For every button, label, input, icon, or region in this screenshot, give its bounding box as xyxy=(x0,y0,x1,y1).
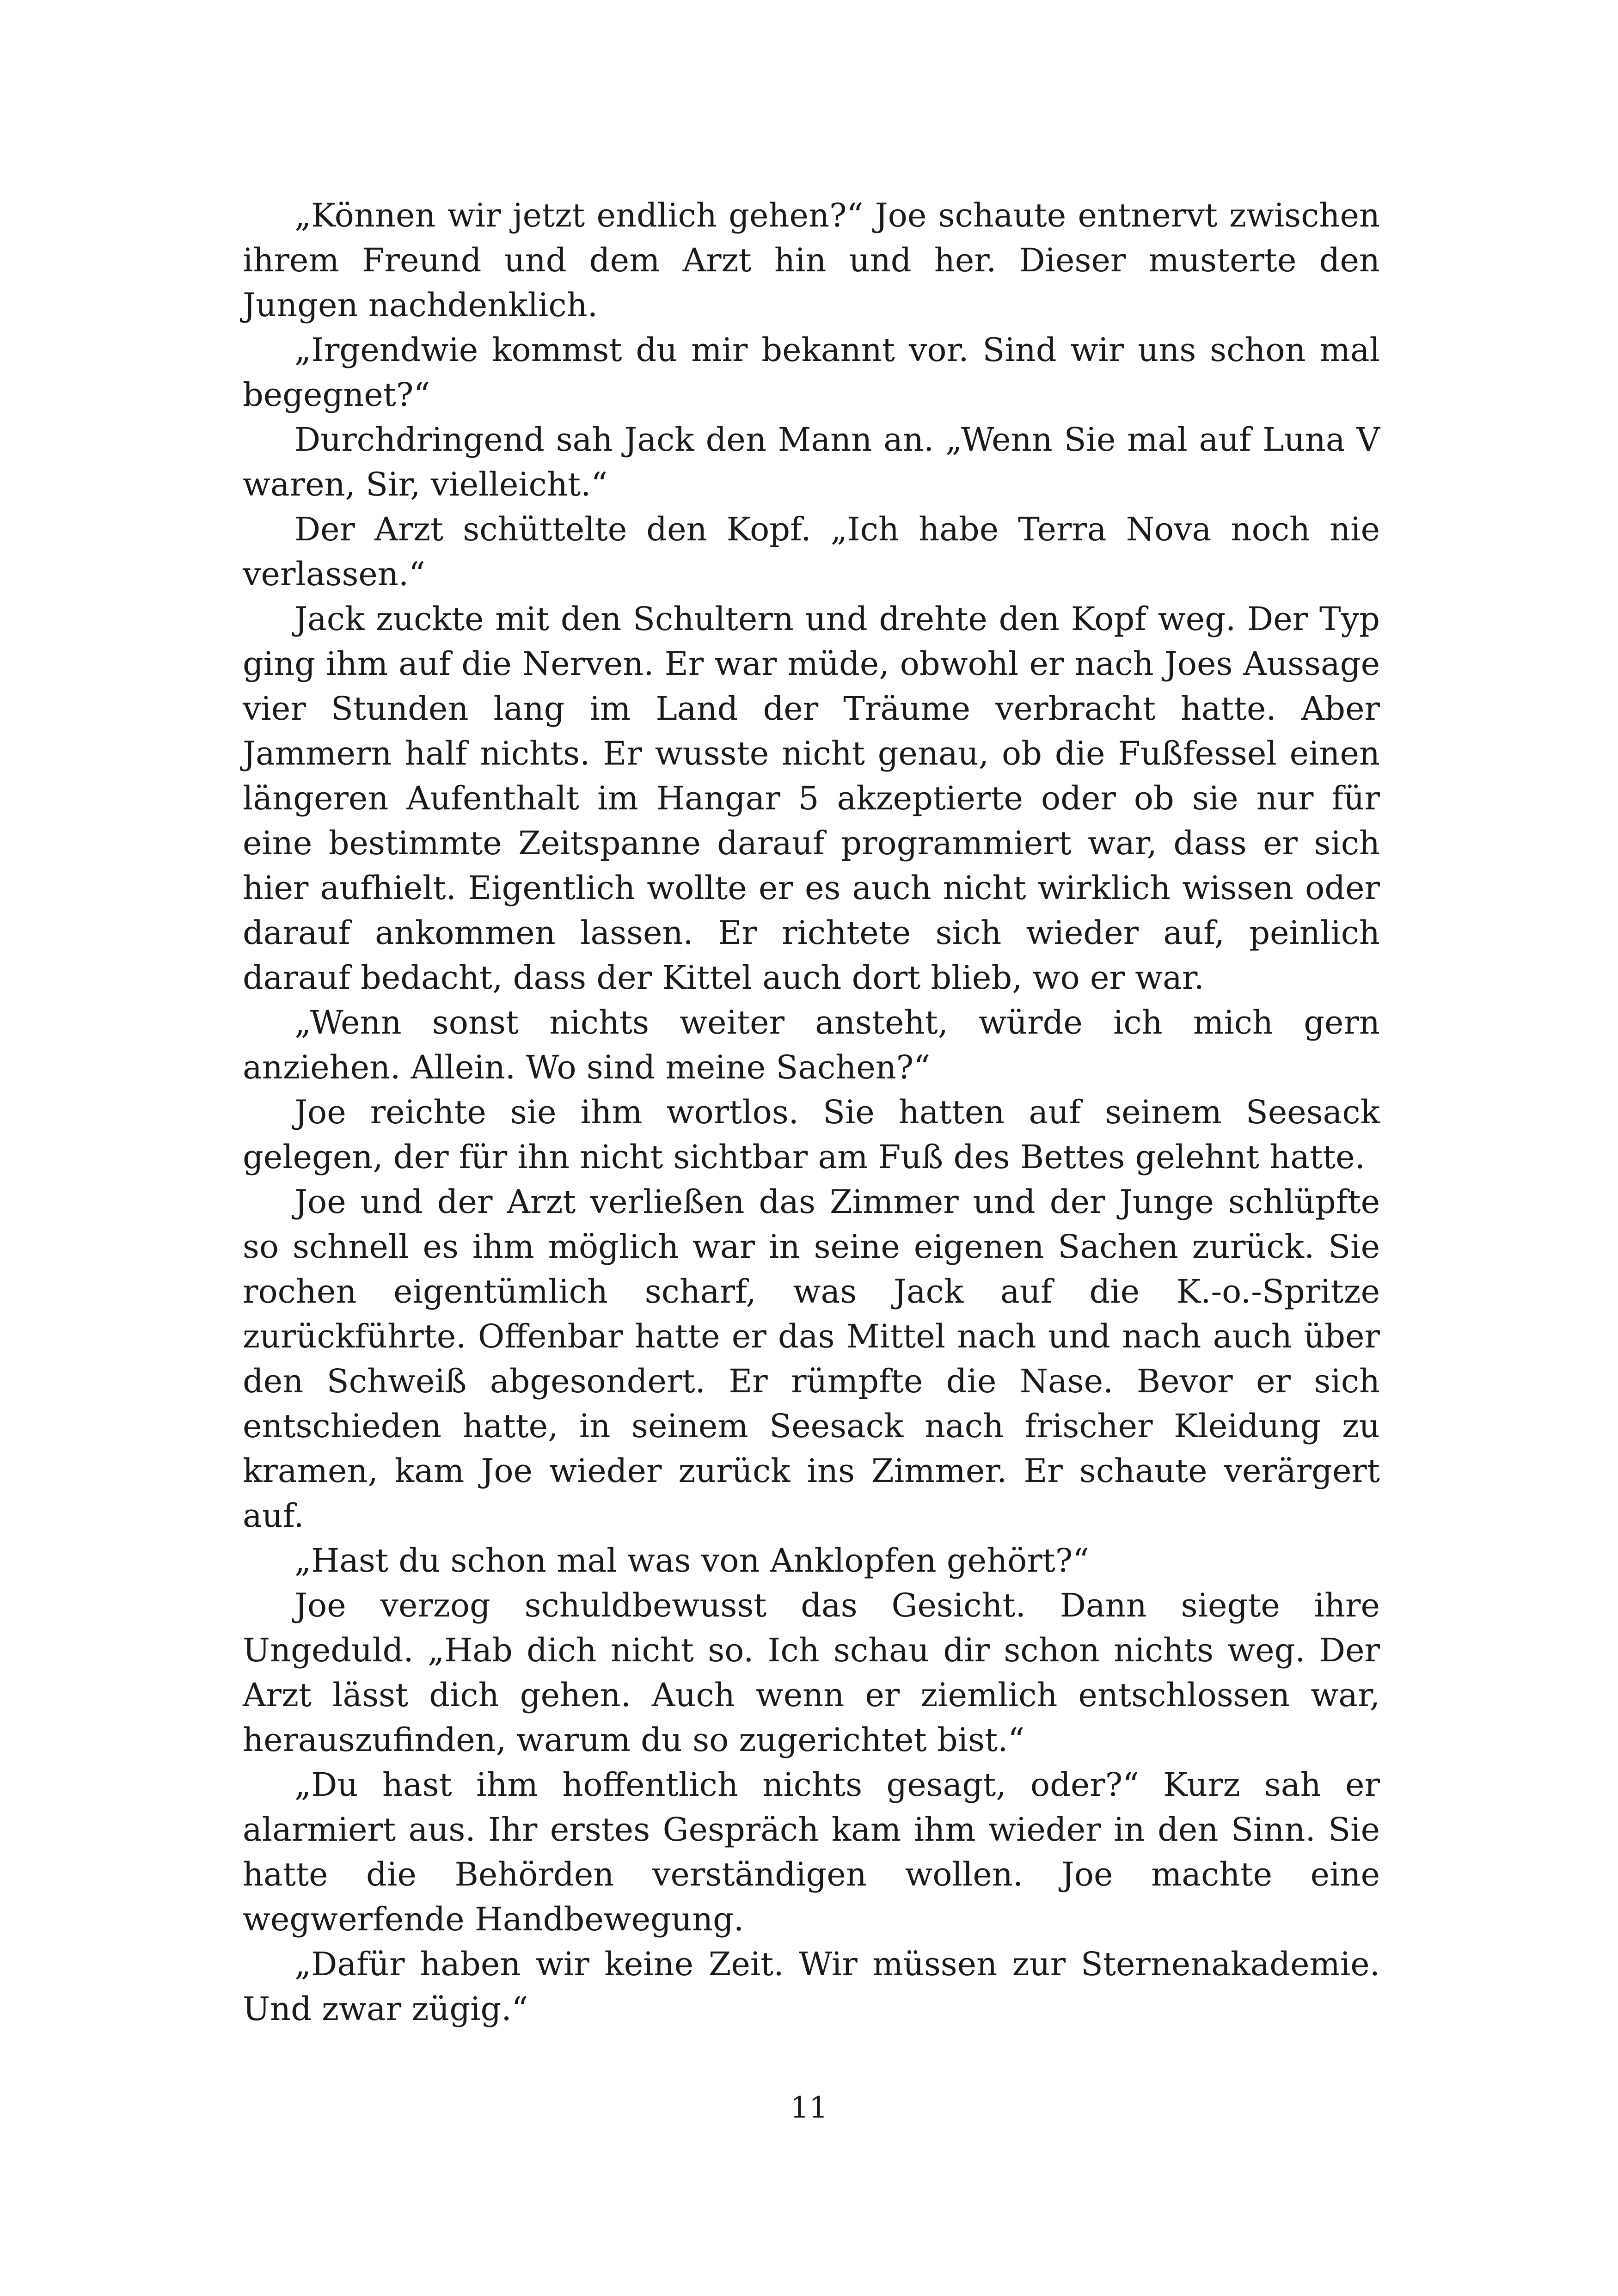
paragraph: „Du hast ihm hoffentlich nichts gesagt, oder?“ Kurz sah er alarmiert aus. Ihr erstes Gespräch kam ihm wieder in den Sinn. Sie hatte die Behörden verständigen wollen. Joe machte eine wegwerfende Handbewegung. xyxy=(243,1766,1380,1938)
page-number: 11 xyxy=(790,2091,828,2125)
paragraph: „Hast du schon mal was von Anklopfen gehört?“ xyxy=(294,1542,1090,1580)
paragraph: Joe verzog schuldbewusst das Gesicht. Dann siegte ihre Ungeduld. „Hab dich nicht so. Ich schau dir schon nichts weg. Der Arzt lässt dich gehen. Auch wenn er ziemlich entschlossen war, herauszufinden, warum du so zugerichtet bist.“ xyxy=(243,1586,1380,1759)
paragraph: Der Arzt schüttelte den Kopf. „Ich habe Terra Nova noch nie verlassen.“ xyxy=(243,510,1380,593)
paragraph: Joe und der Arzt verließen das Zimmer und der Junge schlüpfte so schnell es ihm möglich war in seine eigenen Sachen zurück. Sie rochen eigentümlich scharf, was Jack auf die K.-o.-Spritze zurückführte. Offenbar hatte er das Mittel nach und nach auch über den Schweiß abgesondert. Er rümpfte die Nase. Bevor er sich entschieden hatte, in seinem Seesack nach frischer Kleidung zu kramen, kam Joe wieder zurück ins Zimmer. Er schaute verärgert auf. xyxy=(243,1183,1380,1535)
body-text xyxy=(243,193,1380,2032)
paragraph: „Dafür haben wir keine Zeit. Wir müssen zur Sternenakademie. Und zwar zügig.“ xyxy=(243,1945,1380,2028)
paragraph: „Können wir jetzt endlich gehen?“ Joe schaute entnervt zwischen ihrem Freund und dem Arzt hin und her. Dieser musterte den Jungen nachdenklich. xyxy=(243,196,1380,324)
paragraph: Jack zuckte mit den Schultern und drehte den Kopf weg. Der Typ ging ihm auf die Nerven. Er war müde, obwohl er nach Joes Aussage vier Stunden lang im Land der Träume verbracht hatte. Aber Jammern half nichts. Er wusste nicht genau, ob die Fußfessel einen längeren Aufenthalt im Hangar 5 akzeptierte oder ob sie nur für eine bestimmte Zeitspanne darauf programmiert war, dass er sich hier aufhielt. Eigentlich wollte er es auch nicht wirklich wissen oder darauf ankommen lassen. Er richtete sich wieder auf, peinlich darauf bedacht, dass der Kittel auch dort blieb, wo er war. xyxy=(243,600,1380,997)
paragraph: Durchdringend sah Jack den Mann an. „Wenn Sie mal auf Luna V waren, Sir, vielleicht.“ xyxy=(243,421,1380,503)
paragraph: „Irgendwie kommst du mir bekannt vor. Sind wir uns schon mal begegnet?“ xyxy=(243,331,1380,414)
paragraph: Joe reichte sie ihm wortlos. Sie hatten auf seinem Seesack gelegen, der für ihn nicht sichtbar am Fuß des Bettes gelehnt hatte. xyxy=(243,1093,1380,1176)
paragraph: „Wenn sonst nichts weiter ansteht, würde ich mich gern anziehen. Allein. Wo sind meine Sachen?“ xyxy=(243,1004,1380,1086)
